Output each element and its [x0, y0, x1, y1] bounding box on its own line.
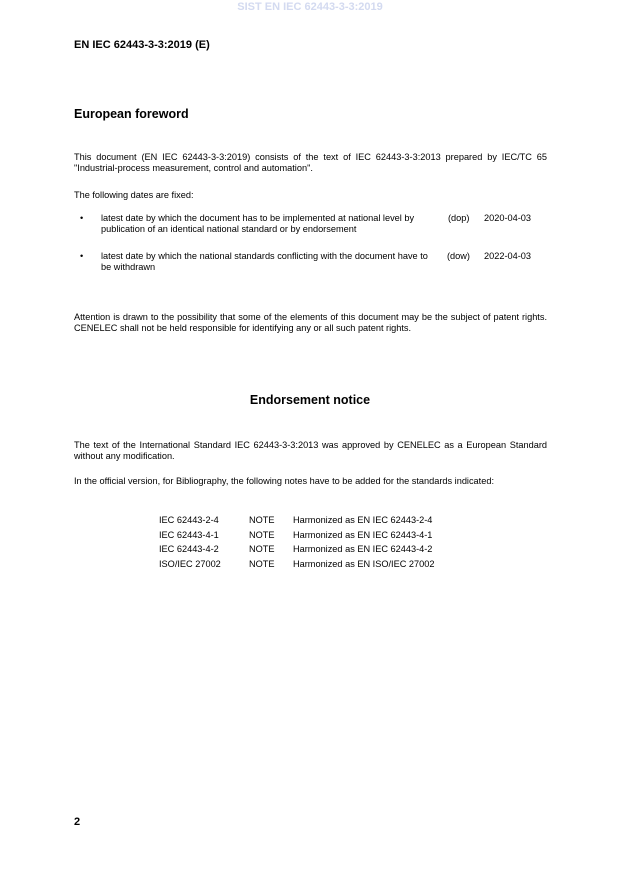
table-row	[159, 557, 434, 572]
watermark: SIST EN IEC 62443-3-3:2019	[237, 1, 383, 13]
note-label-cell: NOTE	[249, 529, 275, 540]
date-item-date: 2020-04-03	[484, 213, 531, 223]
endorsement-heading: Endorsement notice	[249, 393, 371, 407]
bullet-marker: •	[80, 213, 84, 223]
bibliography-intro-paragraph: In the official version, for Bibliography, the following notes have to be added for the standards indicated:	[74, 476, 494, 486]
bullet-marker: •	[80, 251, 84, 261]
date-item-abbreviation: (dow)	[447, 251, 470, 261]
date-item-abbreviation: (dop)	[448, 213, 470, 223]
patent-attention-paragraph: Attention is drawn to the possibility that some of the elements of this document may be the subject of patent rights. CENELEC shall not be held responsible for identifying any or all such patent rights.	[74, 312, 547, 333]
standard-cell: IEC 62443-2-4	[159, 515, 219, 525]
standard-cell: ISO/IEC 27002	[159, 558, 221, 569]
table-row	[159, 513, 434, 528]
table-row	[159, 528, 434, 543]
note-label-cell: NOTE	[249, 544, 275, 554]
standard-cell: IEC 62443-4-2	[159, 544, 219, 554]
note-text-cell: Harmonized as EN IEC 62443-4-1	[293, 529, 433, 540]
date-item-date: 2022-04-03	[484, 251, 531, 261]
date-item-text: latest date by which the document has to be implemented at national level by publication of an identical national standard or by endorsement	[101, 213, 415, 234]
page-number: 2	[74, 816, 81, 828]
foreword-heading: European foreword	[74, 107, 189, 121]
endorsement-text-paragraph: The text of the International Standard IEC 62443-3-3:2013 was approved by CENELEC as a European Standard without any modification.	[74, 440, 547, 461]
note-label-cell: NOTE	[249, 515, 275, 525]
bibliography-notes-table	[159, 513, 434, 571]
note-text-cell: Harmonized as EN IEC 62443-4-2	[293, 544, 433, 554]
dates-intro-paragraph: The following dates are fixed:	[74, 190, 194, 200]
note-text-cell: Harmonized as EN IEC 62443-2-4	[293, 515, 433, 525]
date-item-text: latest date by which the national standards conflicting with the document have to be withdrawn	[101, 251, 428, 272]
document-header: EN IEC 62443-3-3:2019 (E)	[74, 39, 210, 51]
standard-cell: IEC 62443-4-1	[159, 529, 219, 540]
foreword-intro-paragraph: This document (EN IEC 62443-3-3:2019) consists of the text of IEC 62443-3-3:2013 prepared by IEC/TC 65 "Industrial-process measurement, control and automation".	[74, 152, 547, 173]
note-text-cell: Harmonized as EN ISO/IEC 27002	[293, 558, 435, 569]
table-row	[159, 542, 434, 557]
note-label-cell: NOTE	[249, 558, 275, 569]
